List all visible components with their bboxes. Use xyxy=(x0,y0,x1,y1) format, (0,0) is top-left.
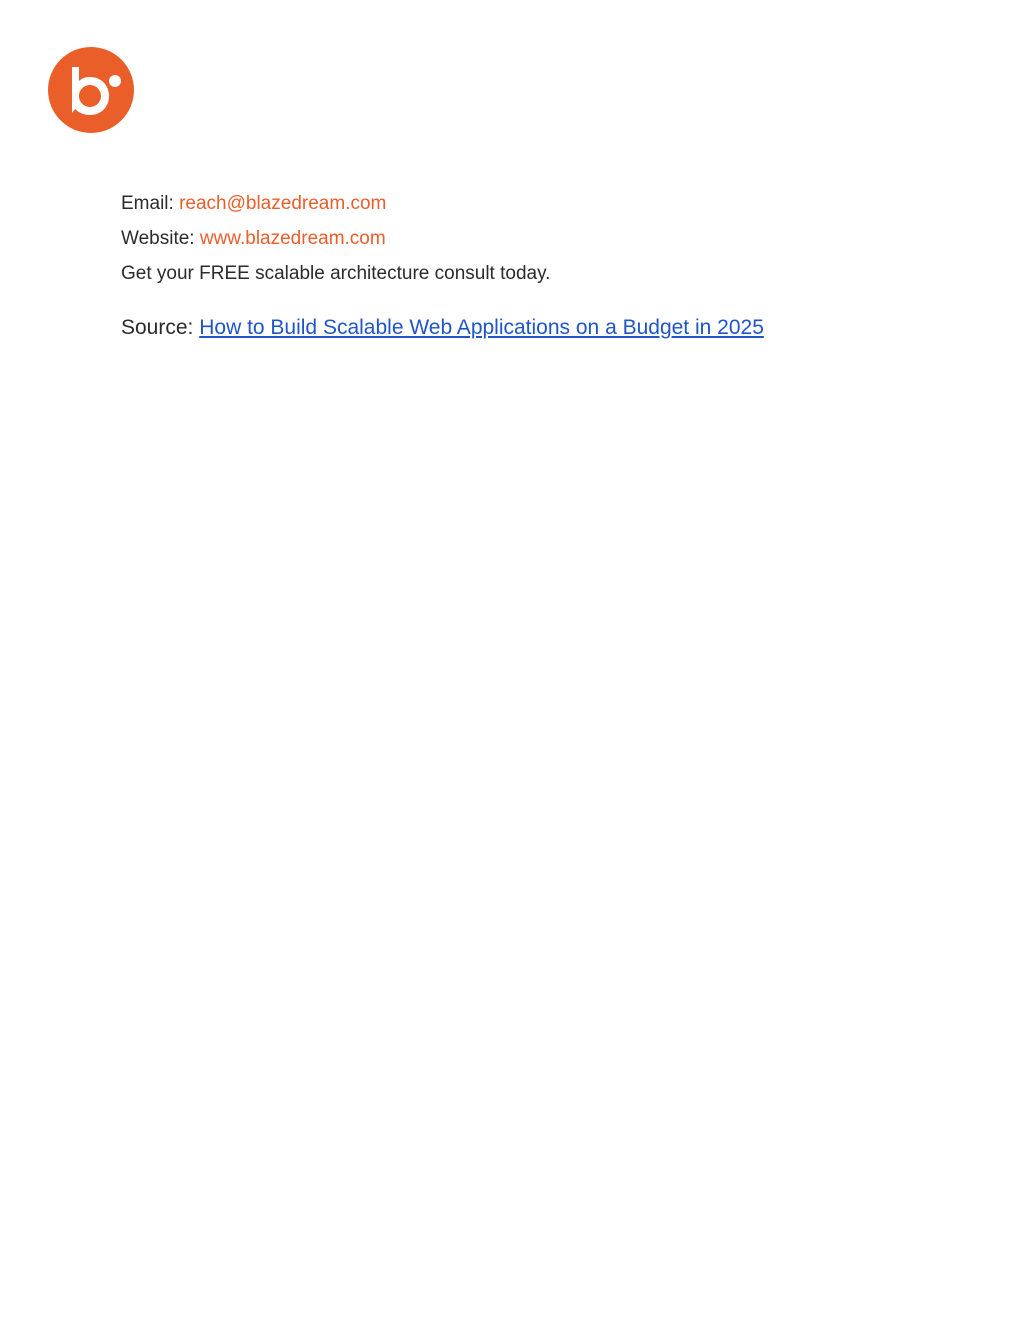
source-label: Source: xyxy=(121,316,194,339)
contact-block xyxy=(121,186,550,291)
email-label: Email: xyxy=(121,193,174,214)
website-link[interactable]: www.blazedream.com xyxy=(199,228,386,249)
cta-text: Get your FREE scalable architecture consult today. xyxy=(121,263,551,284)
source-link[interactable]: How to Build Scalable Web Applications on a Budget in 2025 xyxy=(199,316,764,339)
source-line xyxy=(121,312,764,344)
website-line xyxy=(121,221,550,256)
website-label: Website: xyxy=(121,228,195,249)
blazedream-logo-icon xyxy=(48,47,134,133)
email-link[interactable]: reach@blazedream.com xyxy=(179,193,387,214)
email-line xyxy=(121,186,550,221)
